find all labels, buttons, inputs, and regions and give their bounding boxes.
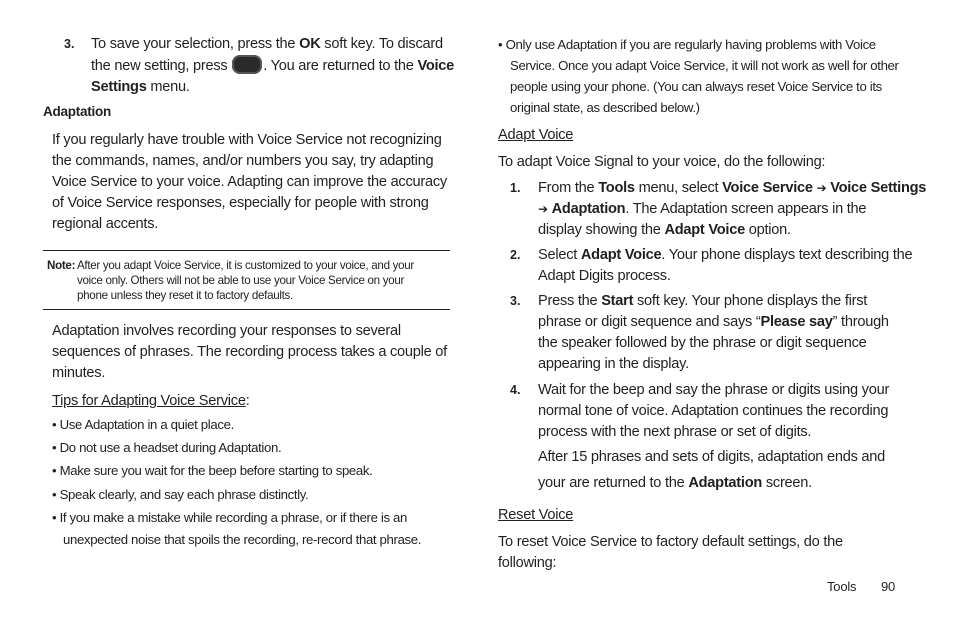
note-label: Note:	[47, 259, 76, 272]
adaptation-paragraph: If you regularly have trouble with Voice Service not recognizing the commands, names, and/or numbers you say, try adapting Voice Service to your voice. Adapting can improve the accuracy of Voice Service responses, especially for people with strong regional accents.	[52, 132, 447, 232]
step-number: 3.	[510, 294, 521, 308]
arrow-right-icon: ➔	[816, 181, 827, 195]
adaptation-process-paragraph: Adaptation involves recording your responses to several sequences of phrases. The recording process takes a couple of minutes.	[52, 323, 447, 381]
reset-voice-intro: To reset Voice Service to factory default settings, do the following:	[498, 534, 843, 571]
step-3-text: To save your selection, press the OK soft key. To discard the new setting, press . You are returned to the Voice Settings menu.	[91, 36, 455, 95]
note-text: After you adapt Voice Service, it is customized to your voice, and your voice only. Others will not be able to use your Voice Service on your phone unless they reset it to factory defaults.	[77, 259, 414, 302]
tips-heading: Tips for Adapting Voice Service:	[52, 393, 250, 409]
section-heading-adaptation: Adaptation	[43, 104, 111, 119]
step-3-text: Press the Start soft key. Your phone displays the first phrase or digit sequence and says “Please say” through the speaker followed by the phrase or digit sequence appearing in the display.	[538, 293, 889, 372]
step-number: 3.	[64, 37, 75, 51]
list-item: • Do not use a headset during Adaptation.	[52, 440, 282, 455]
step-2-text: Select Adapt Voice. Your phone displays text describing the Adapt Digits process.	[538, 247, 913, 284]
step-number: 1.	[510, 181, 521, 195]
adapt-voice-heading: Adapt Voice	[498, 127, 574, 143]
footer-section-name: Tools	[827, 579, 857, 594]
list-item: • If you make a mistake while recording a phrase, or if there is an	[52, 510, 408, 525]
list-item-continuation: unexpected noise that spoils the recording, re-record that phrase.	[63, 532, 422, 547]
step-number: 4.	[510, 383, 521, 397]
list-item: • Speak clearly, and say each phrase distinctly.	[52, 487, 309, 502]
step-number: 2.	[510, 248, 521, 262]
step-1-text: From the Tools menu, select Voice Service ➔ Voice Settings ➔ Adaptation. The Adaptation screen appears in the display showing the Adapt Voice option.	[538, 180, 927, 238]
arrow-right-icon: ➔	[538, 202, 548, 216]
note-bottom-rule	[43, 309, 450, 310]
note-top-rule	[43, 250, 450, 251]
list-item: • Make sure you wait for the beep before starting to speak.	[52, 463, 373, 478]
end-key-icon	[232, 55, 262, 74]
page-number: 90	[881, 579, 896, 594]
adapt-voice-intro: To adapt Voice Signal to your voice, do the following:	[498, 154, 826, 170]
step-4-text: Wait for the beep and say the phrase or digits using your normal tone of voice. Adaptation continues the recording process with the next phrase or set of digits.	[538, 382, 890, 440]
reset-voice-heading: Reset Voice	[498, 507, 574, 523]
list-item: • Use Adaptation in a quiet place.	[52, 417, 234, 432]
